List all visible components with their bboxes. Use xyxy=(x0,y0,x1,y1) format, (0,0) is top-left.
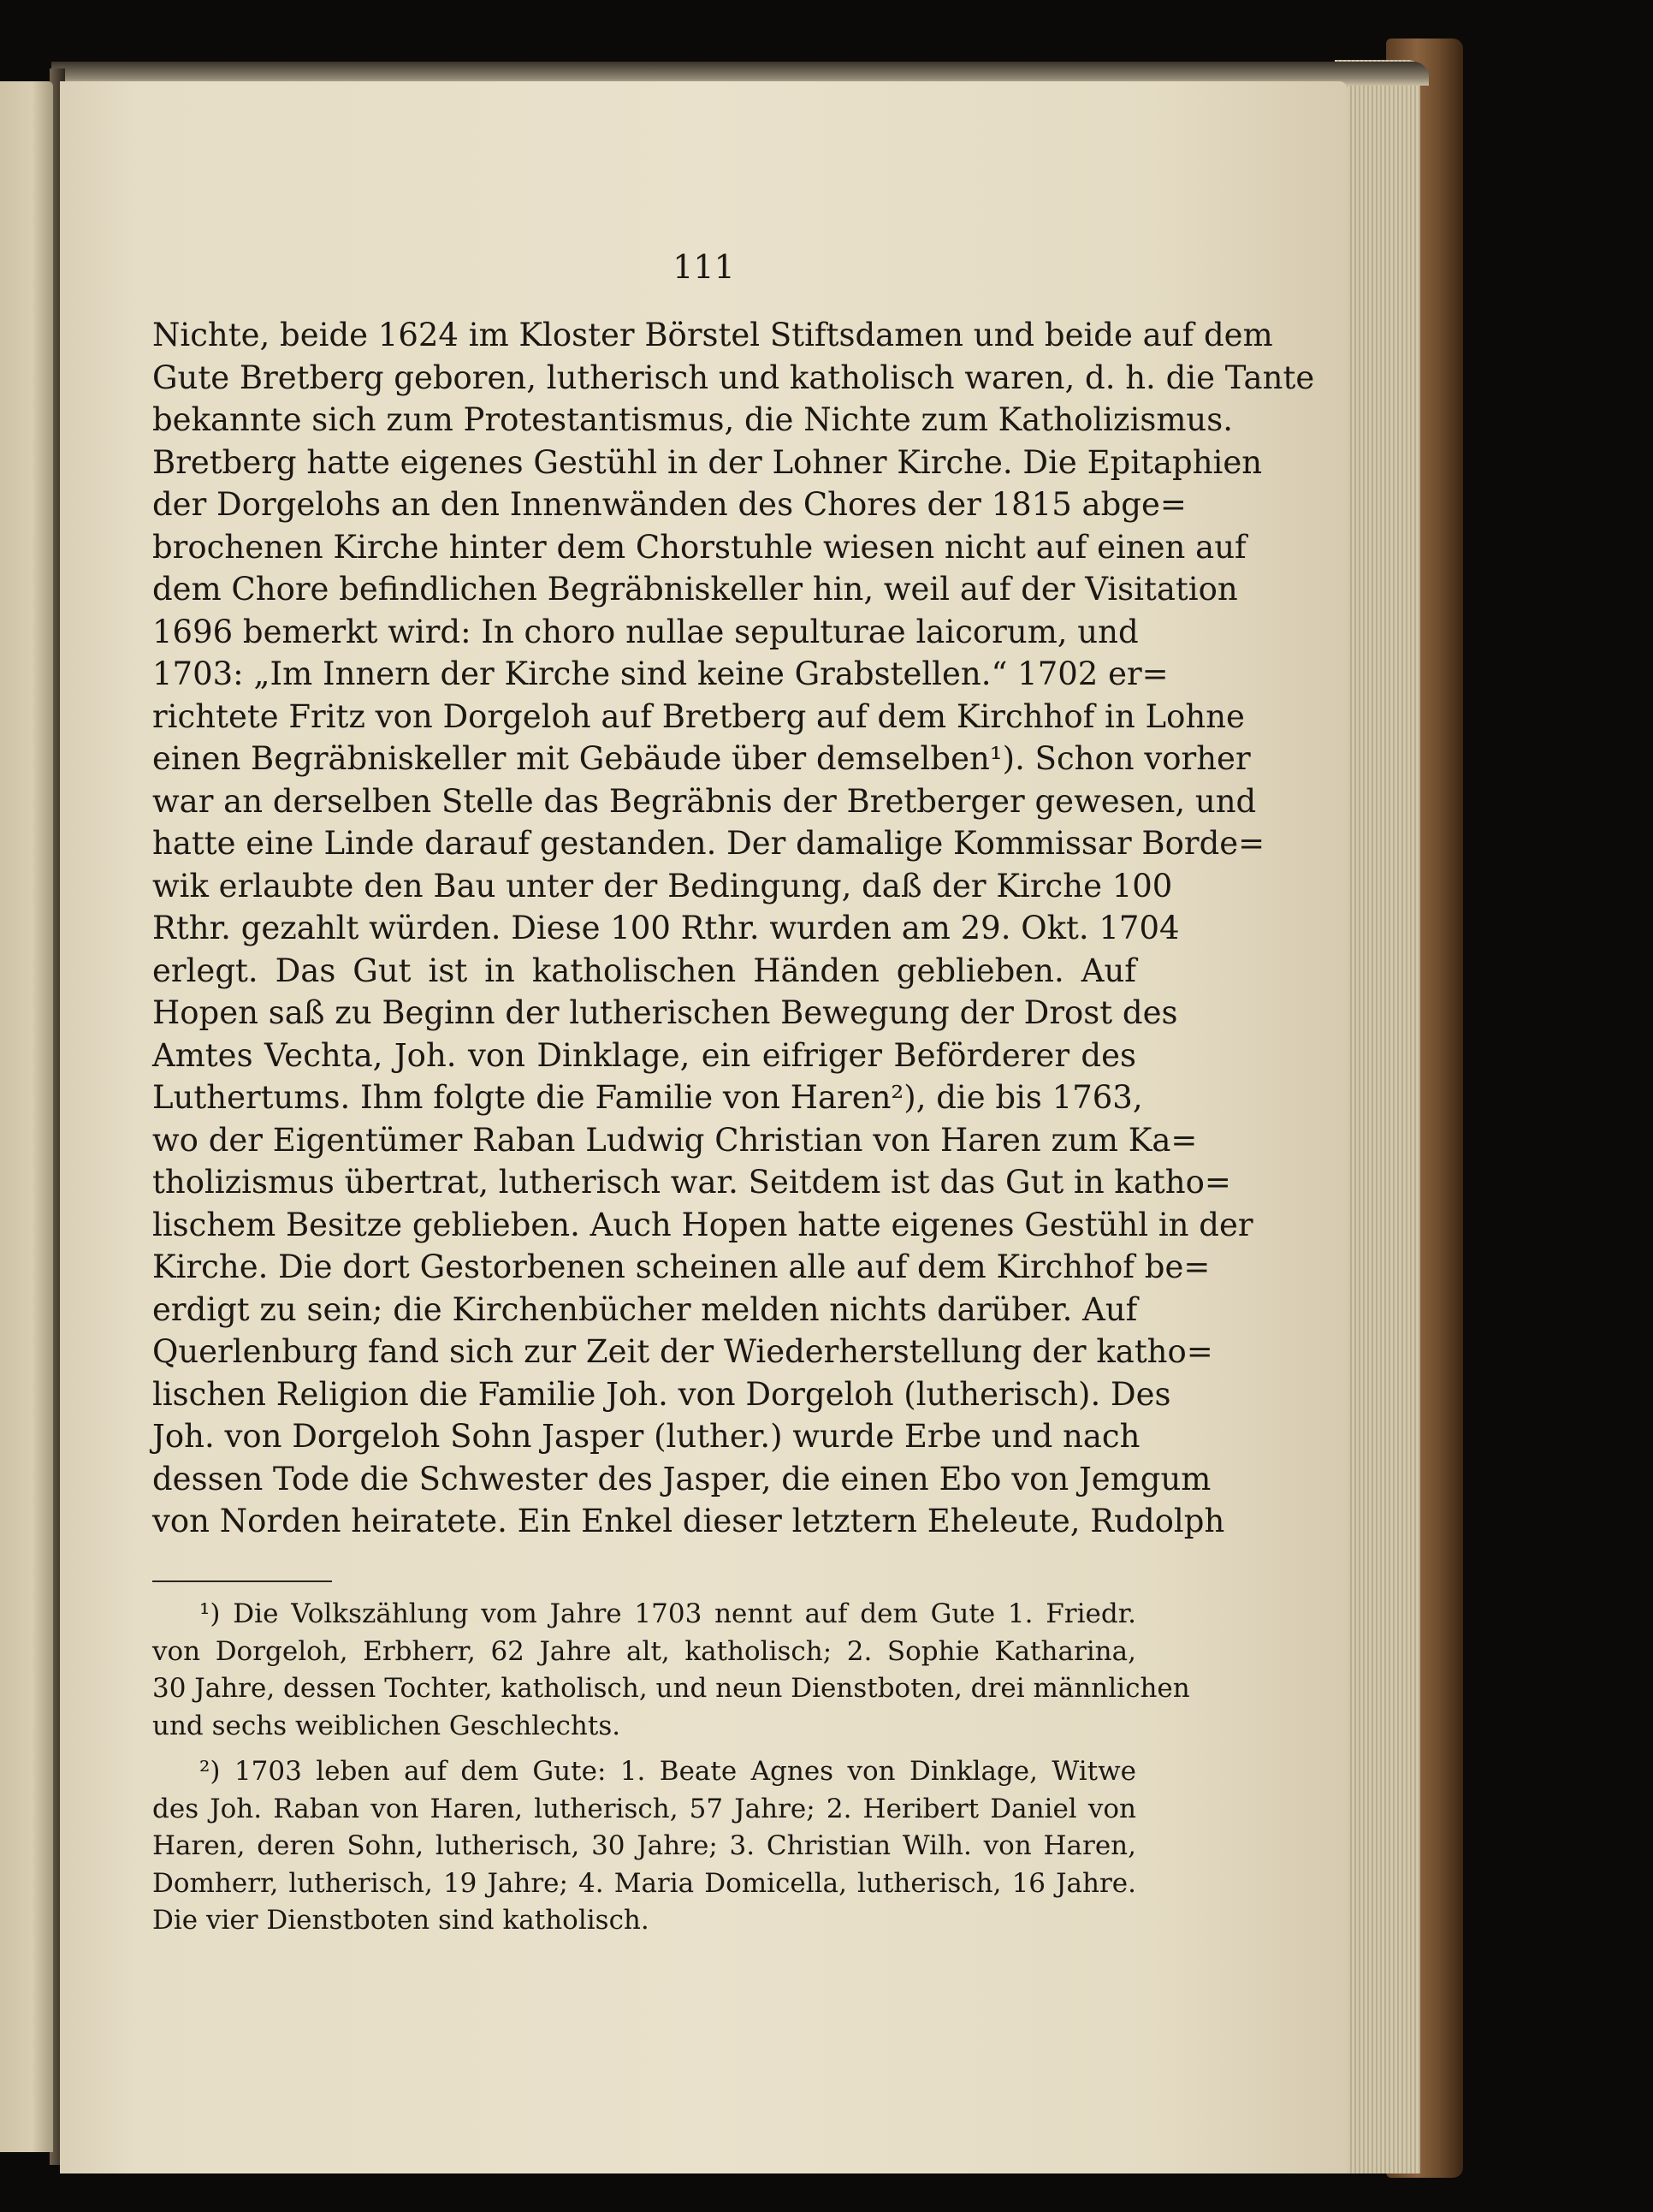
footnote-line: von Dorgeloh, Erbherr, 62 Jahre alt, katholisch; 2. Sophie Katharina, xyxy=(152,1635,1136,1667)
footnote-line: 30 Jahre, dessen Tochter, katholisch, und neun Dienstboten, drei männlichen xyxy=(152,1673,1190,1704)
body-line: Amtes Vechta, Joh. von Dinklage, ein eifriger Beförderer des xyxy=(152,1036,1136,1074)
book-page xyxy=(60,81,1348,2173)
body-line: 1703: „Im Innern der Kirche sind keine Grabstellen.“ 1702 er= xyxy=(152,655,1169,692)
footnote-1 xyxy=(152,1596,1190,1745)
body-line: tholizismus übertrat, lutherisch war. Seitdem ist das Gut in katho= xyxy=(152,1164,1231,1201)
body-text xyxy=(152,314,1315,1543)
body-line: der Dorgelohs an den Innenwänden des Chores der 1815 abge= xyxy=(152,486,1187,523)
body-line: dem Chore befindlichen Begräbniskeller hin, weil auf der Visitation xyxy=(152,571,1238,608)
body-line: erlegt. Das Gut ist in katholischen Händen geblieben. Auf xyxy=(152,952,1136,989)
left-page-edge xyxy=(0,81,53,2152)
body-line: Rthr. gezahlt würden. Diese 100 Rthr. wurden am 29. Okt. 1704 xyxy=(152,910,1180,946)
body-line: Nichte, beide 1624 im Kloster Börstel Stiftsdamen und beide auf dem xyxy=(152,317,1273,353)
page-number: 111 xyxy=(672,248,735,286)
body-line: dessen Tode die Schwester des Jasper, die einen Ebo von Jemgum xyxy=(152,1460,1212,1497)
body-line: Bretberg hatte eigenes Gestühl in der Lohner Kirche. Die Epitaphien xyxy=(152,443,1263,481)
footnote-line: Haren, deren Sohn, lutherisch, 30 Jahre; 3. Christian Wilh. von Haren, xyxy=(152,1830,1136,1861)
body-line: Hopen saß zu Beginn der lutherischen Bewegung der Drost des xyxy=(152,994,1178,1031)
footnote-line: Die vier Dienstboten sind katholisch. xyxy=(152,1905,649,1936)
body-line: richtete Fritz von Dorgeloh auf Bretberg auf dem Kirchhof in Lohne xyxy=(152,697,1245,735)
footnote-line: ¹) Die Volkszählung vom Jahre 1703 nennt auf dem Gute 1. Friedr. xyxy=(199,1598,1136,1629)
body-line: Gute Bretberg geboren, lutherisch und katholisch waren, d. h. die Tante xyxy=(152,359,1315,396)
page-block-edges xyxy=(1335,60,1420,2173)
body-line: erdigt zu sein; die Kirchenbücher melden nichts darüber. Auf xyxy=(152,1290,1138,1328)
body-line: Kirche. Die dort Gestorbenen scheinen alle auf dem Kirchhof be= xyxy=(152,1248,1211,1285)
body-line: lischem Besitze geblieben. Auch Hopen hatte eigenes Gestühl in der xyxy=(152,1206,1253,1243)
footnote-divider xyxy=(152,1580,332,1582)
footnote-2 xyxy=(152,1753,1136,1940)
body-line: bekannte sich zum Protestantismus, die Nichte zum Katholizismus. xyxy=(152,401,1233,438)
body-line: war an derselben Stelle das Begräbnis der Bretberger gewesen, und xyxy=(152,782,1257,820)
footnote-line: Domherr, lutherisch, 19 Jahre; 4. Maria Domicella, lutherisch, 16 Jahre. xyxy=(152,1867,1136,1899)
body-line: hatte eine Linde darauf gestanden. Der damalige Kommissar Borde= xyxy=(152,825,1265,862)
footnote-line: und sechs weiblichen Geschlechts. xyxy=(152,1710,621,1741)
body-line: wik erlaubte den Bau unter der Bedingung, daß der Kirche 100 xyxy=(152,867,1173,904)
body-line: Joh. von Dorgeloh Sohn Jasper (luther.) wurde Erbe und nach xyxy=(152,1418,1141,1455)
footnote-line: ²) 1703 leben auf dem Gute: 1. Beate Agnes von Dinklage, Witwe xyxy=(199,1756,1136,1787)
body-line: von Norden heiratete. Ein Enkel dieser letztern Eheleute, Rudolph xyxy=(152,1503,1225,1539)
body-line: Luthertums. Ihm folgte die Familie von Haren²), die bis 1763, xyxy=(152,1079,1143,1116)
body-line: einen Begräbniskeller mit Gebäude über demselben¹). Schon vorher xyxy=(152,740,1251,777)
footnotes xyxy=(152,1596,1190,1948)
body-line: brochenen Kirche hinter dem Chorstuhle wiesen nicht auf einen auf xyxy=(152,528,1247,566)
body-line: 1696 bemerkt wird: In choro nullae sepulturae laicorum, und xyxy=(152,613,1139,650)
body-line: wo der Eigentümer Raban Ludwig Christian von Haren zum Ka= xyxy=(152,1121,1198,1159)
body-line: Querlenburg fand sich zur Zeit der Wiederherstellung der katho= xyxy=(152,1333,1213,1370)
footnote-line: des Joh. Raban von Haren, lutherisch, 57 Jahre; 2. Heribert Daniel von xyxy=(152,1793,1136,1824)
body-line: lischen Religion die Familie Joh. von Dorgeloh (lutherisch). Des xyxy=(152,1375,1171,1413)
